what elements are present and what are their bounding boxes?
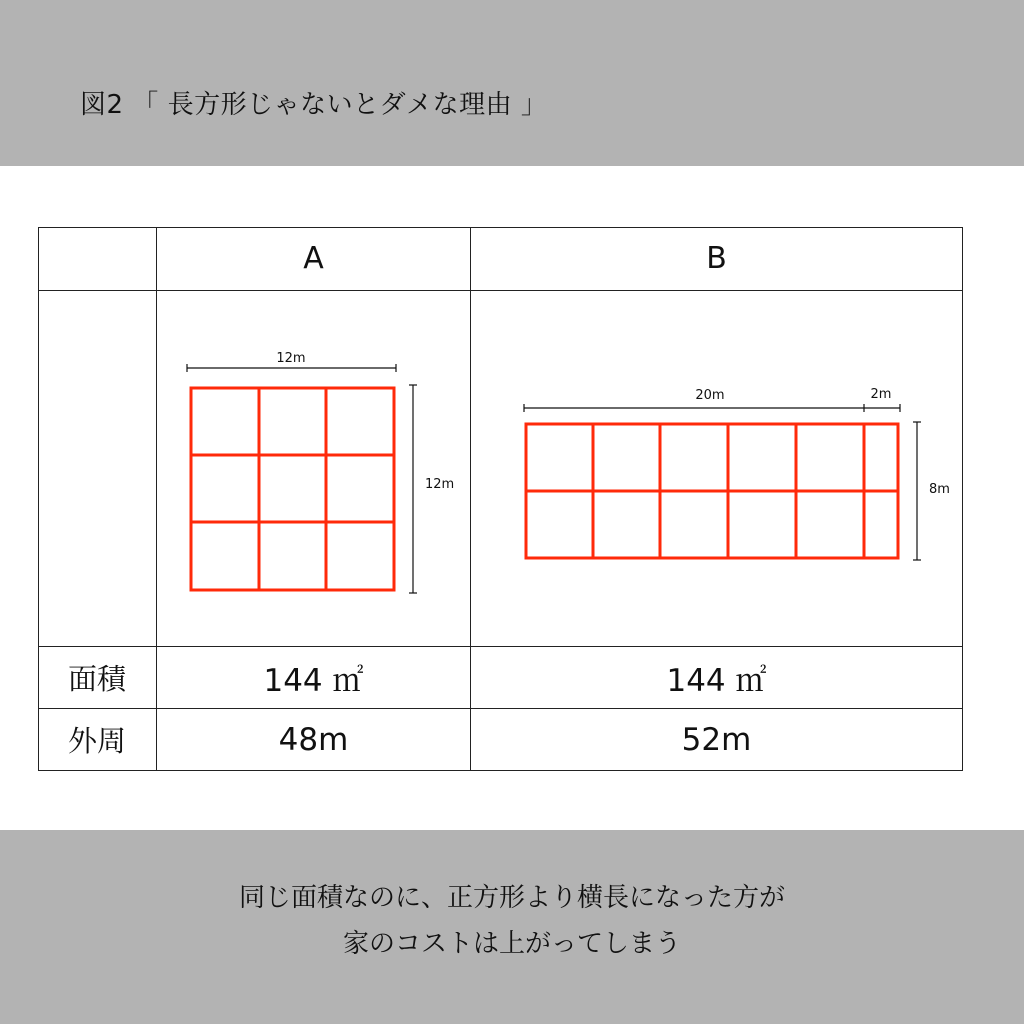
figure-title: 図2 「 長方形じゃないとダメな理由 」 xyxy=(80,90,548,120)
plan-b-extra-width-label: 2m xyxy=(870,387,892,402)
plan-b-width-label: 20m xyxy=(695,388,725,403)
caption-line-2: 家のコストは上がってしまう xyxy=(342,929,681,959)
header-band xyxy=(0,0,1024,166)
caption-line-1: 同じ面積なのに、正方形より横長になった方が xyxy=(238,883,785,913)
area-value-b: 144 ㎡ xyxy=(666,663,767,699)
perimeter-value-a: 48m xyxy=(278,721,349,758)
column-header-a: A xyxy=(303,241,324,276)
table-row-divider xyxy=(38,290,963,291)
plan-a-height-label: 12m xyxy=(425,477,455,492)
perimeter-value-b: 52m xyxy=(681,721,752,758)
comparison-table xyxy=(38,227,963,771)
plan-b-height-label: 8m xyxy=(929,482,950,497)
table-border-right xyxy=(962,227,963,771)
row-label-perimeter: 外周 xyxy=(67,724,126,758)
row-label-area: 面積 xyxy=(67,662,126,696)
area-value-a: 144 ㎡ xyxy=(263,663,364,699)
table-border-bottom xyxy=(38,770,963,771)
column-header-b: B xyxy=(706,241,727,276)
plan-a-width-label: 12m xyxy=(276,351,306,366)
